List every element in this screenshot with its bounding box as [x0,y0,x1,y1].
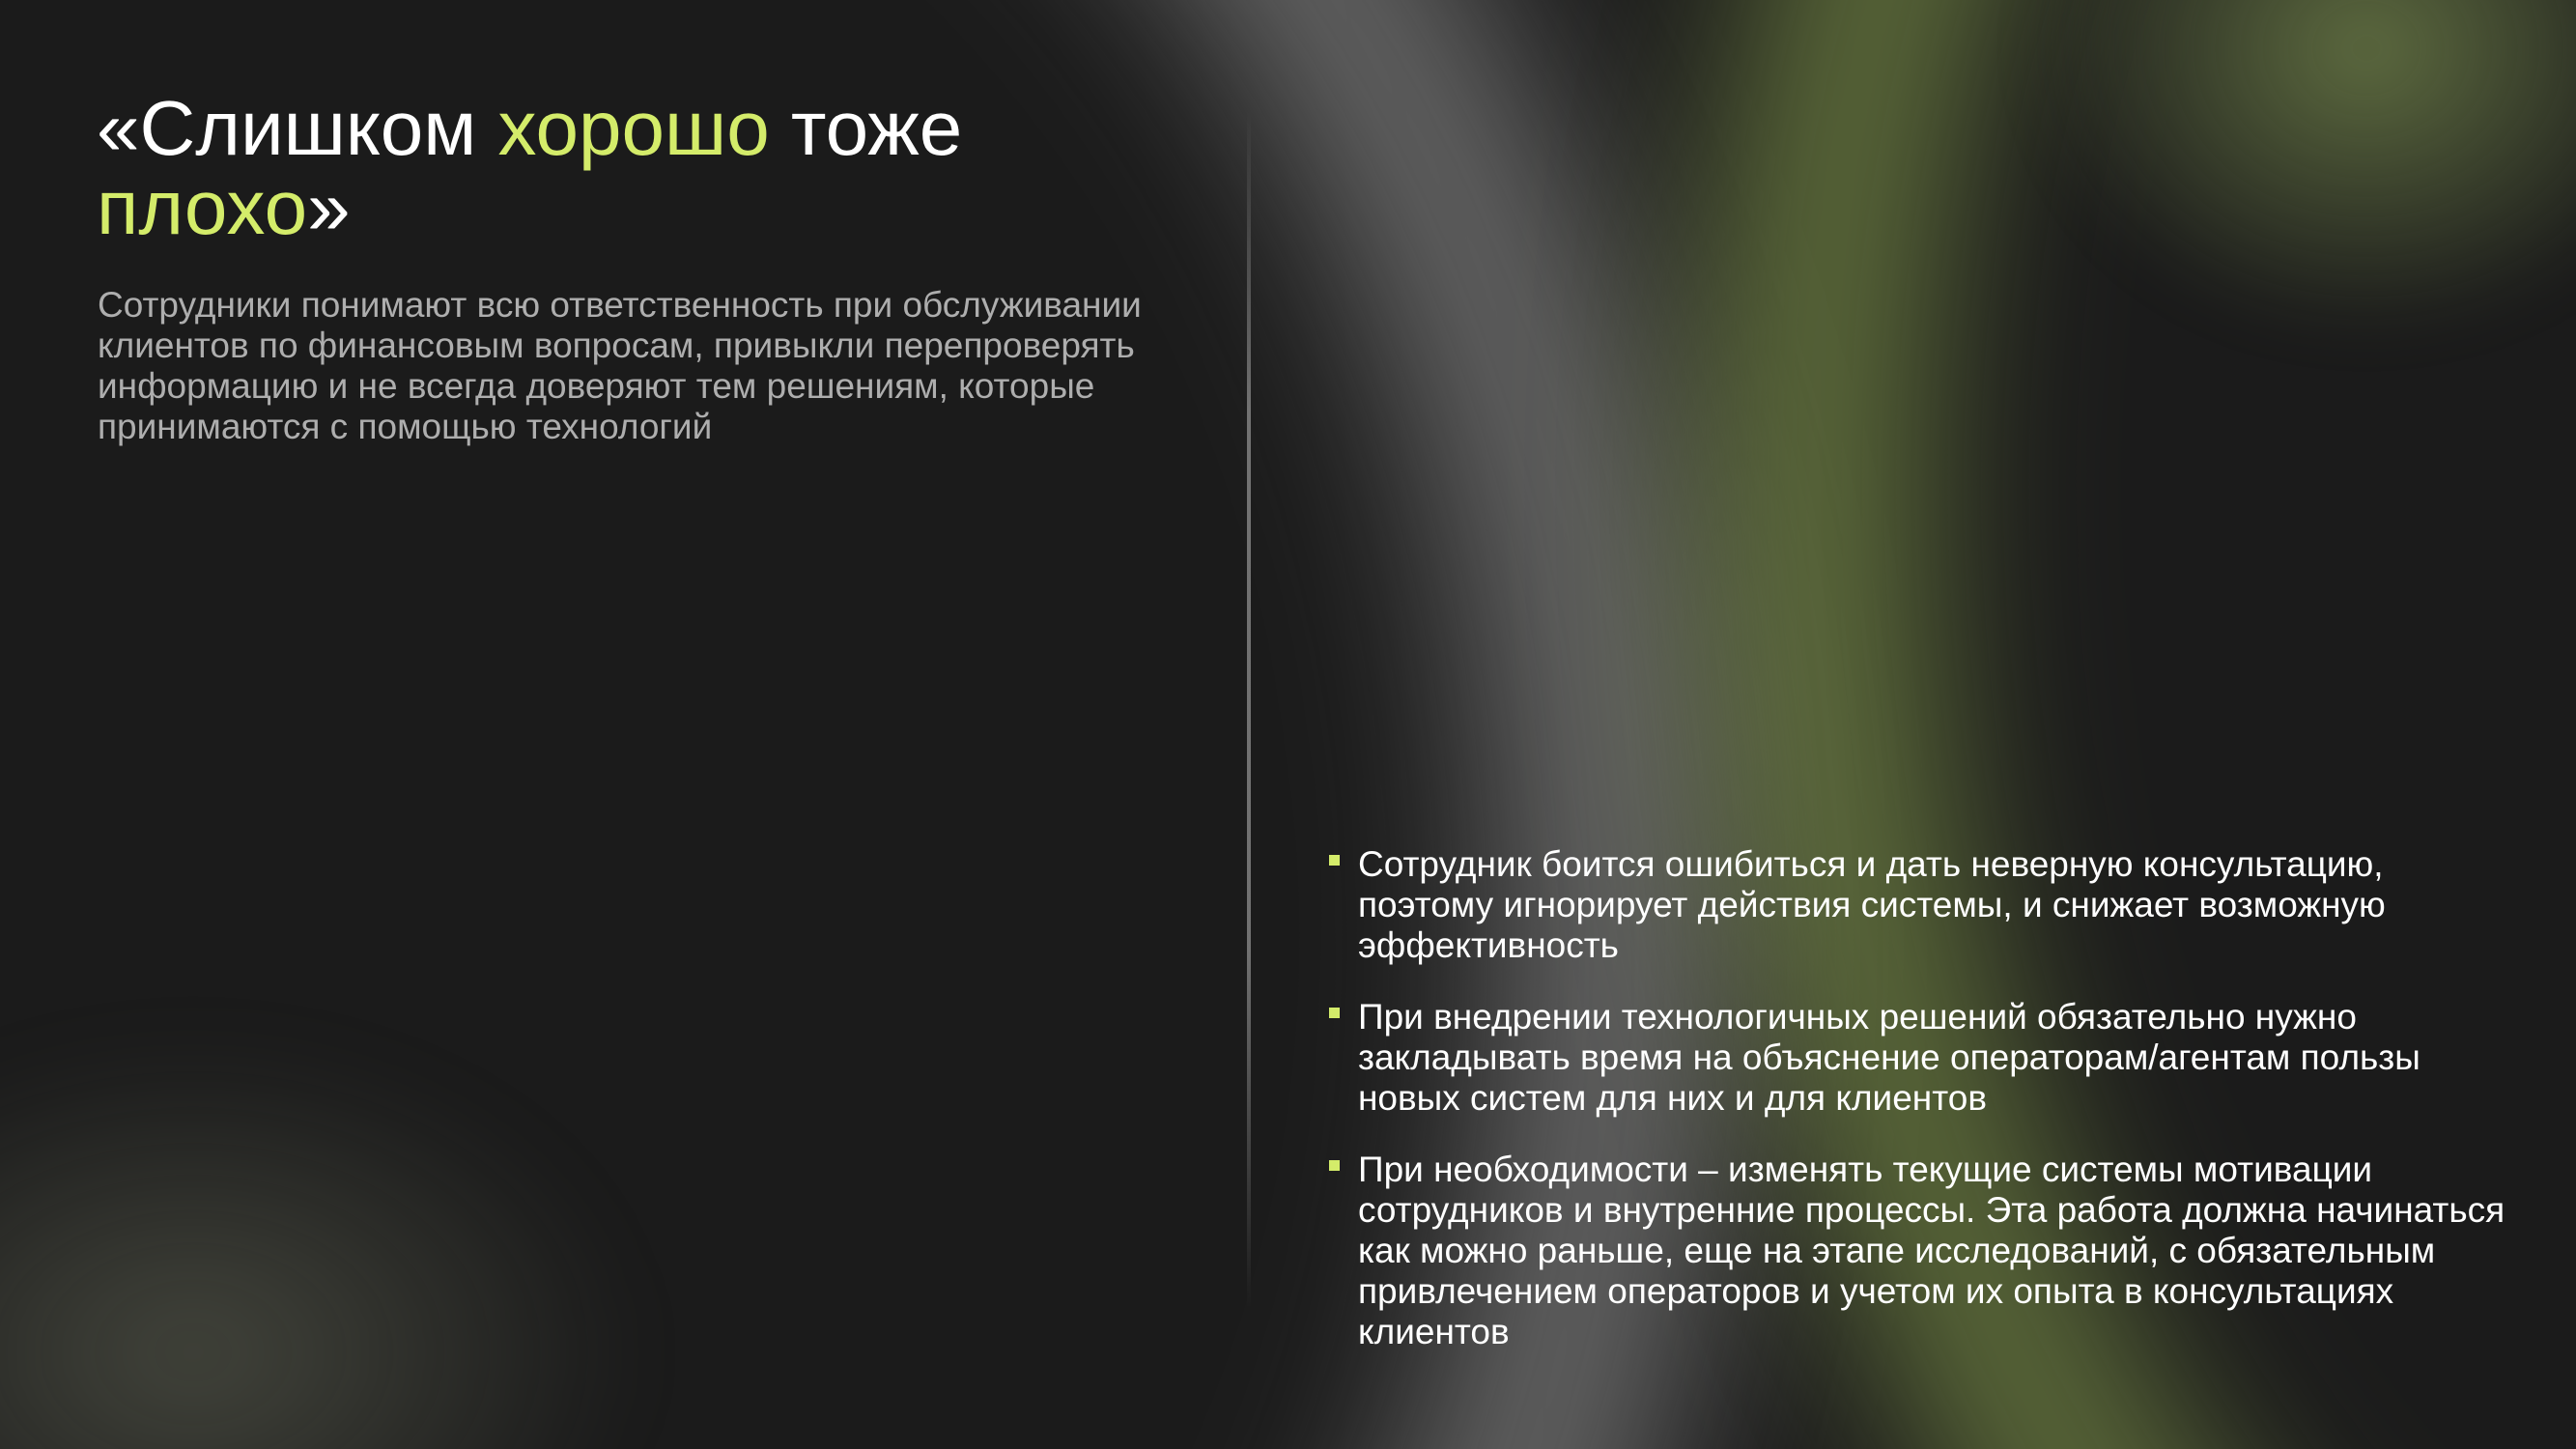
title-part: » [307,164,351,250]
bullet-square-icon [1329,855,1340,866]
slide-subtitle: Сотрудники понимают всю ответственность при обслуживании клиентов по финансовым вопросам, привыкли перепроверять информацию и не всегда доверяют тем решениям, которые принимаются с помощью технологий [98,285,1142,446]
background-glow-right-top [2028,0,2576,338]
bullet-text: При необходимости – изменять текущие системы мотивации сотрудников и внутренние процессы. Эта работа должна начинаться как можно раньше, еще на этапе исследований, с обязательным привлечением операторов и учетом их опыта в консультациях клиентов [1358,1150,2505,1351]
bullet-list [1329,844,2527,1383]
background-glow-left-lower [0,1014,676,1449]
bullet-text: Сотрудник боится ошибиться и дать неверную консультацию, поэтому игнорирует действия системы, и снижает возможную эффективность [1358,844,2386,965]
bullet-item [1329,1150,2527,1352]
slide-title [97,85,1207,250]
bullet-item [1329,844,2527,966]
bullet-square-icon [1329,1008,1340,1018]
vertical-divider [1247,111,1251,1309]
bullet-text: При внедрении технологичных решений обязательно нужно закладывать время на объяснение операторам/агентам пользы новых систем для них и для клиентов [1358,997,2420,1118]
title-part: «Слишком [97,85,498,171]
title-highlight: плохо [97,164,308,250]
bullet-item [1329,997,2527,1119]
title-part: тоже [769,85,963,171]
bullet-square-icon [1329,1160,1340,1171]
title-highlight: хорошо [497,85,770,171]
